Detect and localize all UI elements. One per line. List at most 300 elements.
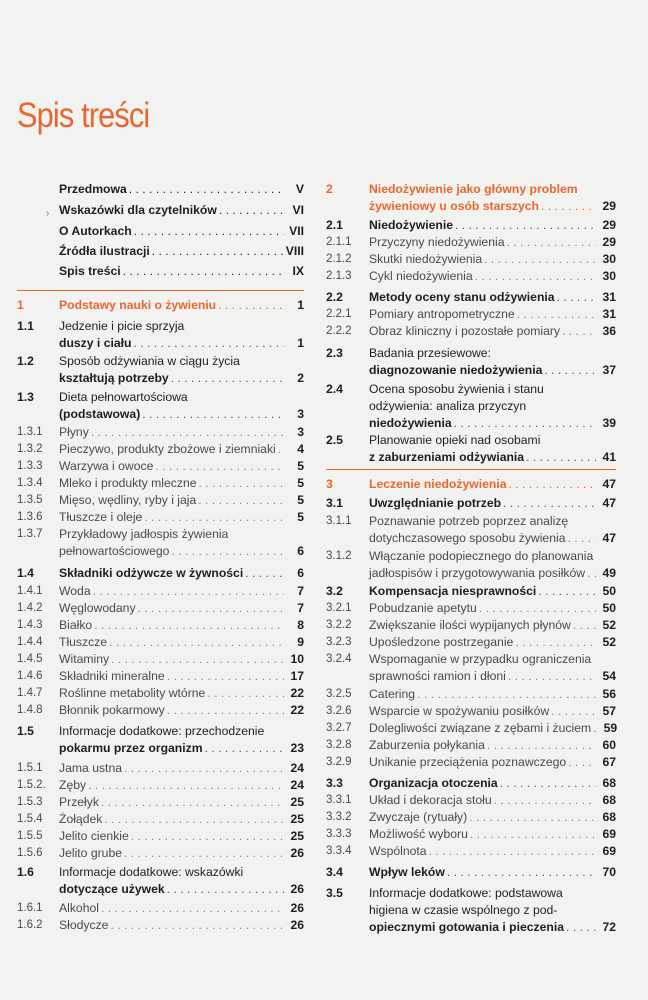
- toc-entry-title: Tłuszcze i oleje: [59, 510, 143, 524]
- toc-entry-title: Wpływ leków: [369, 865, 445, 879]
- toc-entry-number: 1.5.2.: [17, 779, 46, 791]
- toc-entry-body: [59, 668, 304, 685]
- toc-page-number: 72: [602, 920, 616, 934]
- toc-entry-number: 2.1.2: [326, 253, 352, 265]
- toc-entry-body: [59, 634, 304, 651]
- toc-entry-title-line: Planowanie opieki nad osobami: [369, 433, 541, 447]
- dot-leader: [124, 845, 284, 862]
- toc-entry-title: Uwzględnianie potrzeb: [369, 496, 502, 510]
- toc-entry-title: Jelito grube: [59, 846, 123, 860]
- toc-entry-body: [59, 181, 304, 198]
- toc-entry-body: [59, 441, 304, 458]
- toc-page-number: 25: [290, 829, 304, 843]
- toc-entry-body: [369, 720, 616, 737]
- toc-entry-body: [369, 548, 616, 582]
- toc-entry-title: Żołądek: [59, 812, 103, 826]
- toc-entry-number: 3.3.4: [326, 845, 352, 857]
- toc-page-number: 29: [602, 218, 616, 232]
- toc-entry-title: diagnozowanie niedożywienia: [369, 363, 543, 377]
- toc-entry-title-line: Informacje dodatkowe: wskazówki: [59, 865, 244, 879]
- toc-entry-number: 3.3.2: [326, 811, 352, 823]
- toc-page-number: 31: [602, 290, 616, 304]
- dot-leader: [566, 919, 596, 936]
- toc-page-number: 47: [602, 477, 616, 491]
- toc-entry-body: [369, 513, 616, 547]
- toc-entry-title: Układ i dekoracja stołu: [369, 793, 492, 807]
- toc-entry-body: [59, 389, 304, 423]
- toc-page-number: VIII: [285, 244, 304, 258]
- toc-entry-body: [369, 476, 616, 493]
- dot-leader: [526, 449, 596, 466]
- toc-entry-body: [59, 526, 304, 560]
- dot-leader: [517, 306, 596, 323]
- dot-leader: [278, 441, 284, 458]
- toc-entry-title: Organizacja otoczenia: [369, 776, 498, 790]
- toc-entry-title: Składniki mineralne: [59, 669, 165, 683]
- dot-leader: [171, 370, 284, 387]
- toc-entry-number: 1.5.5: [17, 830, 43, 842]
- toc-entry-title: Przełyk: [59, 795, 99, 809]
- dot-leader: [573, 617, 596, 634]
- toc-entry-body: [369, 181, 616, 215]
- toc-entry-title: dotyczące używek: [59, 882, 165, 896]
- dot-leader: [469, 809, 596, 826]
- left-chapter-rule: [17, 290, 304, 291]
- toc-entry-title: Pomiary antropometryczne: [369, 307, 515, 321]
- toc-entry-title: Niedożywienie: [369, 218, 453, 232]
- dot-leader: [152, 243, 284, 260]
- toc-entry-number: 2.3: [326, 346, 343, 360]
- dot-leader: [503, 495, 596, 512]
- toc-entry-body: [59, 917, 304, 934]
- toc-entry-body: [369, 651, 616, 685]
- toc-entry-title: niedożywienia: [369, 416, 452, 430]
- toc-entry-number: 3.1: [326, 496, 343, 510]
- toc-entry-number: 3.3.3: [326, 828, 352, 840]
- toc-entry-body: [59, 223, 304, 240]
- toc-page-number: 22: [290, 703, 304, 717]
- toc-page-number: 52: [602, 618, 616, 632]
- toc-entry-title: Mięso, wędliny, ryby i jaja: [59, 493, 197, 507]
- toc-page-number: 4: [297, 442, 304, 456]
- toc-entry-title: Białko: [59, 618, 93, 632]
- toc-entry-body: [369, 843, 616, 860]
- toc-entry-body: [369, 268, 616, 285]
- toc-entry-title: Warzywa i owoce: [59, 459, 154, 473]
- toc-entry-body: [59, 794, 304, 811]
- toc-entry-body: [59, 777, 304, 794]
- toc-entry-body: [59, 297, 304, 314]
- toc-entry-body: [59, 617, 304, 634]
- dot-leader: [484, 251, 596, 268]
- toc-entry-number: 1.3.4: [17, 477, 43, 489]
- toc-entry-number: 1.5.3: [17, 796, 43, 808]
- dot-leader: [538, 583, 596, 600]
- toc-entry-title: Skutki niedożywienia: [369, 252, 483, 266]
- dot-leader: [104, 811, 284, 828]
- toc-entry-body: [369, 432, 616, 466]
- toc-page-number: 8: [297, 618, 304, 632]
- toc-entry-number: 3.3.1: [326, 794, 352, 806]
- toc-entry-number: 3: [326, 477, 333, 491]
- toc-entry-number: 1.4.1: [17, 585, 43, 597]
- toc-entry-title: Wsparcie w spożywaniu posiłków: [369, 704, 550, 718]
- toc-page-number: 47: [602, 531, 616, 545]
- dot-leader: [101, 900, 284, 917]
- toc-entry-title: Zwiększanie ilości wypijanych płynów: [369, 618, 571, 632]
- toc-entry-title-line: Dieta pełnowartościowa: [59, 390, 188, 404]
- dot-leader: [245, 565, 284, 582]
- dot-leader: [124, 760, 284, 777]
- toc-entry-body: [369, 809, 616, 826]
- toc-entry-number: 1.3.7: [17, 528, 43, 540]
- toc-page-number: 39: [602, 416, 616, 430]
- toc-entry-title: żywieniowy u osób starszych: [369, 199, 539, 213]
- toc-entry-title: Roślinne metabolity wtórne: [59, 686, 206, 700]
- toc-entry-number: 1.4.3: [17, 619, 43, 631]
- dot-leader: [155, 458, 284, 475]
- toc-page-number: 7: [297, 584, 304, 598]
- toc-page-number: IX: [292, 264, 304, 278]
- toc-page-number: 5: [297, 510, 304, 524]
- toc-entry-number: 1.3.3: [17, 460, 43, 472]
- toc-entry-title: Jelito cienkie: [59, 829, 129, 843]
- dot-leader: [417, 686, 596, 703]
- toc-entry-number: 1.6.2: [17, 919, 43, 931]
- dot-leader: [131, 828, 284, 845]
- toc-entry-body: [369, 703, 616, 720]
- dot-leader: [198, 492, 284, 509]
- toc-entry-number: 3.4: [326, 865, 343, 879]
- toc-entry-title-line: Poznawanie potrzeb poprzez analizę: [369, 514, 569, 528]
- dot-leader: [138, 600, 284, 617]
- toc-entry-title: Witaminy: [59, 652, 110, 666]
- toc-entry-body: [369, 323, 616, 340]
- toc-page-number: 24: [290, 778, 304, 792]
- toc-entry-title: Błonnik pokarmowy: [59, 703, 165, 717]
- toc-entry-title-line: Informacje dodatkowe: podstawowa: [369, 886, 563, 900]
- toc-page-number: 24: [290, 761, 304, 775]
- toc-page-number: 29: [602, 199, 616, 213]
- toc-entry-body: [59, 424, 304, 441]
- toc-entry-number: 2.1.1: [326, 236, 352, 248]
- toc-entry-body: [369, 754, 616, 771]
- toc-page-number: 47: [602, 496, 616, 510]
- dot-leader: [91, 424, 284, 441]
- toc-entry-number: 3.2.2: [326, 619, 352, 631]
- toc-entry-body: [59, 458, 304, 475]
- toc-entry-number: 1.3: [17, 390, 34, 404]
- dot-leader: [544, 362, 596, 379]
- toc-entry-title: jadłospisów i przygotowywania posiłków: [369, 566, 586, 580]
- dot-leader: [557, 289, 596, 306]
- toc-entry-title: Wspólnota: [369, 844, 427, 858]
- toc-entry-number: 1.6.1: [17, 902, 43, 914]
- dot-leader: [541, 198, 596, 215]
- toc-entry-body: [369, 306, 616, 323]
- toc-entry-title: pełnowartościowego: [59, 544, 170, 558]
- toc-page-number: 68: [602, 776, 616, 790]
- dot-leader: [219, 202, 284, 219]
- toc-page-number: 36: [602, 324, 616, 338]
- toc-entry-body: [59, 828, 304, 845]
- toc-page-number: 37: [602, 363, 616, 377]
- toc-page-number: 60: [602, 738, 616, 752]
- dot-leader: [110, 917, 284, 934]
- toc-entry-number: 1.4.7: [17, 687, 43, 699]
- dot-leader: [508, 668, 596, 685]
- dot-leader: [587, 565, 596, 582]
- toc-entry-number: 2.2: [326, 290, 343, 304]
- dot-leader: [487, 737, 596, 754]
- toc-entry-body: [369, 617, 616, 634]
- toc-entry-number: 1: [17, 298, 24, 312]
- toc-entry-body: [59, 900, 304, 917]
- toc-entry-body: [369, 885, 616, 936]
- toc-page-number: 26: [290, 918, 304, 932]
- toc-entry-title: Upośledzone postrzeganie: [369, 635, 514, 649]
- toc-entry-body: [369, 345, 616, 379]
- toc-entry-number: 1.3.2: [17, 443, 43, 455]
- toc-entry-number: 3.2.7: [326, 722, 352, 734]
- toc-page-number: 29: [602, 235, 616, 249]
- toc-entry-number: 1.5.6: [17, 847, 43, 859]
- toc-page-number: VII: [289, 224, 304, 238]
- toc-page-number: 56: [602, 687, 616, 701]
- toc-page-number: 41: [602, 450, 616, 464]
- dot-leader: [123, 263, 284, 280]
- toc-entry-number: 1.5.4: [17, 813, 43, 825]
- toc-entry-number: 1.1: [17, 319, 34, 333]
- toc-entry-body: [59, 243, 304, 260]
- toc-entry-body: [369, 583, 616, 600]
- toc-entry-number: 3.2.1: [326, 602, 352, 614]
- toc-entry-title-line: Niedożywienie jako główny problem: [369, 182, 578, 196]
- toc-entry-number: 3.2.5: [326, 688, 352, 700]
- toc-entry-title: Kompensacja niesprawności: [369, 584, 537, 598]
- toc-entry-title: Catering: [369, 687, 416, 701]
- toc-entry-body: [369, 495, 616, 512]
- dot-leader: [593, 720, 597, 737]
- toc-entry-number: 1.6: [17, 865, 34, 879]
- toc-page-number: 5: [297, 459, 304, 473]
- toc-entry-title-line: Ocena sposobu żywienia i stanu: [369, 382, 544, 396]
- toc-entry-title: Zwyczaje (rytuały): [369, 810, 468, 824]
- toc-entry-body: [369, 686, 616, 703]
- right-chapter-rule: [326, 469, 616, 470]
- toc-page-number: 69: [602, 827, 616, 841]
- toc-entry-title: duszy i ciału: [59, 336, 132, 350]
- toc-entry-number: 3.2.6: [326, 705, 352, 717]
- toc-page-number: 5: [297, 476, 304, 490]
- toc-page-number: 26: [290, 901, 304, 915]
- toc-entry-title: Zaburzenia połykania: [369, 738, 485, 752]
- dot-leader: [134, 223, 284, 240]
- dot-leader: [144, 509, 284, 526]
- toc-entry-body: [59, 864, 304, 898]
- dot-leader: [111, 651, 284, 668]
- toc-entry-body: [369, 864, 616, 881]
- toc-entry-title: (podstawowa): [59, 407, 141, 421]
- toc-entry-title-line: Włączanie podopiecznego do planowania: [369, 549, 594, 563]
- toc-entry-body: [59, 583, 304, 600]
- toc-entry-number: 1.4.2: [17, 602, 43, 614]
- dot-leader: [94, 617, 284, 634]
- toc-entry-number: 2.1: [326, 218, 343, 232]
- dot-leader: [199, 475, 284, 492]
- toc-entry-title: Dolegliwości związane z zębami i żuciem: [369, 721, 592, 735]
- toc-entry-number: 1.4.5: [17, 653, 43, 665]
- toc-entry-title: dotychczasowego sposobu żywienia: [369, 531, 566, 545]
- toc-page-number: 2: [297, 371, 304, 385]
- toc-entry-title: Podstawy nauki o żywieniu: [59, 298, 217, 312]
- dot-leader: [109, 634, 284, 651]
- toc-entry-body: [59, 702, 304, 719]
- toc-page-number: 69: [602, 844, 616, 858]
- margin-mark: ›: [46, 208, 50, 219]
- toc-entry-title: opiecznymi gotowania i pieczenia: [369, 920, 565, 934]
- dot-leader: [447, 864, 596, 881]
- dot-leader: [454, 415, 596, 432]
- toc-entry-body: [59, 509, 304, 526]
- toc-entry-number: 3.1.1: [326, 515, 352, 527]
- toc-entry-number: 1.5: [17, 724, 34, 738]
- toc-entry-title-line: higiena w czasie wspólnego z pod-: [369, 903, 558, 917]
- toc-entry-number: 2.1.3: [326, 270, 352, 282]
- toc-entry-title: kształtują potrzeby: [59, 371, 169, 385]
- toc-page-number: 22: [290, 686, 304, 700]
- toc-page-number: 25: [290, 812, 304, 826]
- toc-entry-number: 2.2.2: [326, 325, 352, 337]
- toc-entry-title: Pieczywo, produkty zbożowe i ziemniaki: [59, 442, 276, 456]
- toc-entry-body: [369, 792, 616, 809]
- toc-entry-number: 3.3: [326, 776, 343, 790]
- toc-entry-number: 2.5: [326, 433, 343, 447]
- toc-entry-body: [59, 685, 304, 702]
- toc-entry-title: Przedmowa: [59, 182, 127, 196]
- dot-leader: [93, 583, 284, 600]
- dot-leader: [562, 323, 596, 340]
- toc-entry-body: [59, 475, 304, 492]
- toc-entry-body: [59, 263, 304, 280]
- toc-entry-title-line: Badania przesiewowe:: [369, 346, 491, 360]
- dot-leader: [101, 794, 284, 811]
- toc-entry-body: [369, 775, 616, 792]
- toc-page-number: 5: [297, 493, 304, 507]
- dot-leader: [475, 268, 596, 285]
- toc-entry-title: Możliwość wyboru: [369, 827, 468, 841]
- toc-page-number: 70: [602, 865, 616, 879]
- toc-entry-number: 3.5: [326, 886, 343, 900]
- dot-leader: [129, 181, 284, 198]
- toc-entry-title: Węglowodany: [59, 601, 136, 615]
- toc-entry-number: 1.4.4: [17, 636, 43, 648]
- toc-entry-body: [59, 202, 304, 219]
- dot-leader: [551, 703, 596, 720]
- toc-entry-title: Spis treści: [59, 264, 121, 278]
- toc-entry-number: 3.2.8: [326, 739, 352, 751]
- toc-entry-number: 3.2.9: [326, 756, 352, 768]
- dot-leader: [494, 792, 596, 809]
- dot-leader: [207, 685, 284, 702]
- toc-entry-number: 2.2.1: [326, 308, 352, 320]
- dot-leader: [568, 754, 596, 771]
- toc-entry-number: 1.4.8: [17, 704, 43, 716]
- toc-page-number: 23: [290, 741, 304, 755]
- toc-page-number: 30: [602, 252, 616, 266]
- toc-entry-number: 3.2: [326, 584, 343, 598]
- toc-entry-title: z zaburzeniami odżywiania: [369, 450, 525, 464]
- toc-entry-title: Źródła ilustracji: [59, 244, 150, 258]
- toc-entry-title-line: Jedzenie i picie sprzyja: [59, 319, 185, 333]
- toc-page-number: 30: [602, 269, 616, 283]
- toc-entry-number: 1.4.6: [17, 670, 43, 682]
- dot-leader: [167, 881, 284, 898]
- toc-entry-body: [369, 737, 616, 754]
- toc-entry-body: [59, 318, 304, 352]
- dot-leader: [455, 217, 596, 234]
- toc-entry-body: [59, 651, 304, 668]
- toc-entry-body: [369, 289, 616, 306]
- toc-entry-title-line: Przykładowy jadłospis żywienia: [59, 527, 229, 541]
- toc-entry-body: [59, 565, 304, 582]
- toc-entry-number: 3.1.2: [326, 550, 352, 562]
- dot-leader: [479, 600, 596, 617]
- toc-entry-body: [59, 492, 304, 509]
- toc-entry-title-line: Sposób odżywiania w ciągu życia: [59, 354, 240, 368]
- toc-entry-title-line: Wspomaganie w przypadku ograniczenia: [369, 652, 592, 666]
- toc-entry-title: Obraz kliniczny i pozostałe pomiary: [369, 324, 561, 338]
- toc-entry-title: Jama ustna: [59, 761, 123, 775]
- dot-leader: [509, 476, 597, 493]
- toc-page-number: 57: [602, 704, 616, 718]
- toc-page-number: 59: [603, 721, 618, 735]
- toc-entry-body: [59, 353, 304, 387]
- toc-entry-title: Tłuszcze: [59, 635, 108, 649]
- dot-leader: [515, 634, 596, 651]
- toc-page-number: 25: [290, 795, 304, 809]
- toc-page-number: 1: [297, 336, 304, 350]
- toc-entry-number: 1.4: [17, 566, 34, 580]
- toc-entry-body: [369, 217, 616, 234]
- toc-page-number: 3: [297, 425, 304, 439]
- toc-entry-number: 1.2: [17, 354, 34, 368]
- toc-entry-title: Zęby: [59, 778, 87, 792]
- dot-leader: [506, 234, 596, 251]
- toc-entry-number: 3.2.4: [326, 653, 352, 665]
- page-title: Spis treści: [17, 96, 150, 135]
- toc-entry-number: 2: [326, 182, 333, 196]
- toc-page-number: 52: [602, 635, 616, 649]
- toc-entry-title-line: odżywienia: analiza przyczyn: [369, 399, 527, 413]
- toc-entry-title: Przyczyny niedożywienia: [369, 235, 505, 249]
- toc-page-number: 68: [602, 810, 616, 824]
- toc-entry-body: [369, 251, 616, 268]
- toc-entry-body: [369, 234, 616, 251]
- toc-entry-body: [59, 845, 304, 862]
- dot-leader: [429, 843, 596, 860]
- toc-entry-number: 1.3.5: [17, 494, 43, 506]
- toc-entry-title: Metody oceny stanu odżywienia: [369, 290, 555, 304]
- toc-page-number: 31: [602, 307, 616, 321]
- toc-page-number: 6: [297, 566, 304, 580]
- toc-entry-title: Unikanie przeciążenia poznawczego: [369, 755, 567, 769]
- dot-leader: [167, 702, 284, 719]
- toc-entry-body: [59, 760, 304, 777]
- toc-page-number: 50: [602, 584, 616, 598]
- toc-entry-title: Alkohol: [59, 901, 99, 915]
- toc-page-number: 6: [297, 544, 304, 558]
